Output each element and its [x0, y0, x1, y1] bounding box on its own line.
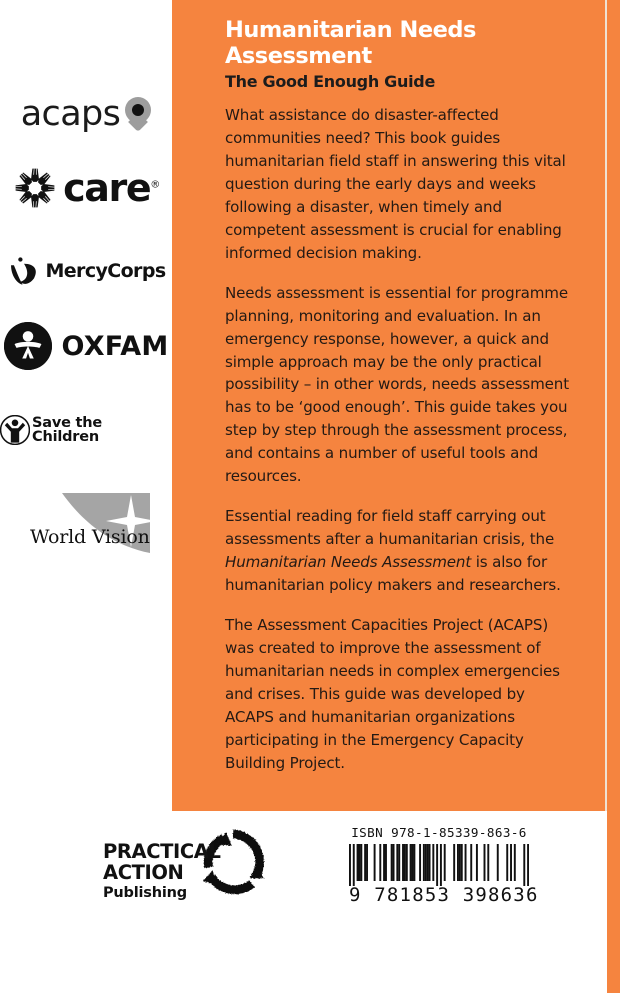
logo-care — [0, 163, 172, 213]
save-the-children-child-circle-icon — [0, 415, 30, 445]
publisher-name-line2: Publishing — [103, 885, 187, 901]
blurb-3-italic-title: Humanitarian Needs Assessment — [225, 553, 472, 572]
logo-practical-action-publishing — [103, 828, 283, 900]
oxfam-person-circle-icon — [4, 322, 52, 370]
registered-mark-icon: ® — [150, 179, 159, 191]
logo-acaps — [0, 86, 172, 142]
barcode-bars — [349, 844, 529, 886]
logo-oxfam-wordmark: OXFAM — [61, 330, 169, 362]
map-pin-icon — [125, 97, 151, 131]
mercycorps-leaf-icon — [6, 253, 42, 289]
publisher-name-line1: PRACTICAL ACTION — [103, 840, 221, 884]
blurb-3-after: is also for humanitarian policy makers and researchers. — [225, 553, 561, 594]
blurb-paragraph-4: The Assessment Capacities Project (ACAPS) was created to improve the assessment of humanitarian needs in complex emergencies and crises. This guide was developed by ACAPS and humanitarian organizations participating in the Emergency Capacity Building Project. — [225, 615, 560, 772]
book-subtitle: The Good Enough Guide — [225, 71, 435, 91]
logo-care-text: care — [63, 166, 151, 210]
isbn-barcode-block — [349, 825, 539, 906]
page-title: Humanitarian Needs Assessment — [225, 17, 476, 69]
blurb-paragraph-1: What assistance do disaster-affected communities need? This book guides humanitarian field staff in answering this vital question during the early days and weeks following a disaster, when timely and competent assessment is crucial for enabling informed decision making. — [225, 106, 566, 262]
logo-practical-action-wordmark — [103, 842, 283, 902]
logo-acaps-wordmark: acaps — [20, 93, 121, 134]
isbn-label: ISBN 978-1-85339-863-6 — [351, 825, 527, 840]
logo-care-wordmark — [63, 166, 159, 210]
partner-logo-column — [0, 0, 172, 811]
logo-save-the-children — [0, 412, 172, 448]
blurb-paragraph-2: Needs assessment is essential for programme planning, monitoring and evaluation. In an emergency response, however, a quick and simple approach may be the only practical possibility – in other words, needs assessment has to be ‘good enough’. This guide takes you step by step through the assessment process, and contains a number of useful tools and resources. — [225, 283, 569, 486]
logo-oxfam — [0, 320, 172, 372]
logo-mercycorps — [0, 249, 172, 293]
logo-world-vision — [0, 487, 172, 565]
barcode-digits: 9 781853 398636 — [349, 884, 539, 906]
logo-world-vision-wordmark: World Vision — [30, 526, 150, 548]
orange-content-panel — [172, 0, 605, 811]
care-hands-circle-icon — [13, 166, 57, 210]
back-cover-copy — [225, 18, 577, 774]
blurb-3-before: Essential reading for field staff carrying out assessments after a humanitarian crisis, the — [225, 507, 555, 549]
blurb-paragraph-3 — [225, 505, 577, 597]
logo-mercycorps-wordmark: MercyCorps — [45, 259, 166, 282]
logo-save-the-children-wordmark: Save the Children — [32, 414, 103, 445]
